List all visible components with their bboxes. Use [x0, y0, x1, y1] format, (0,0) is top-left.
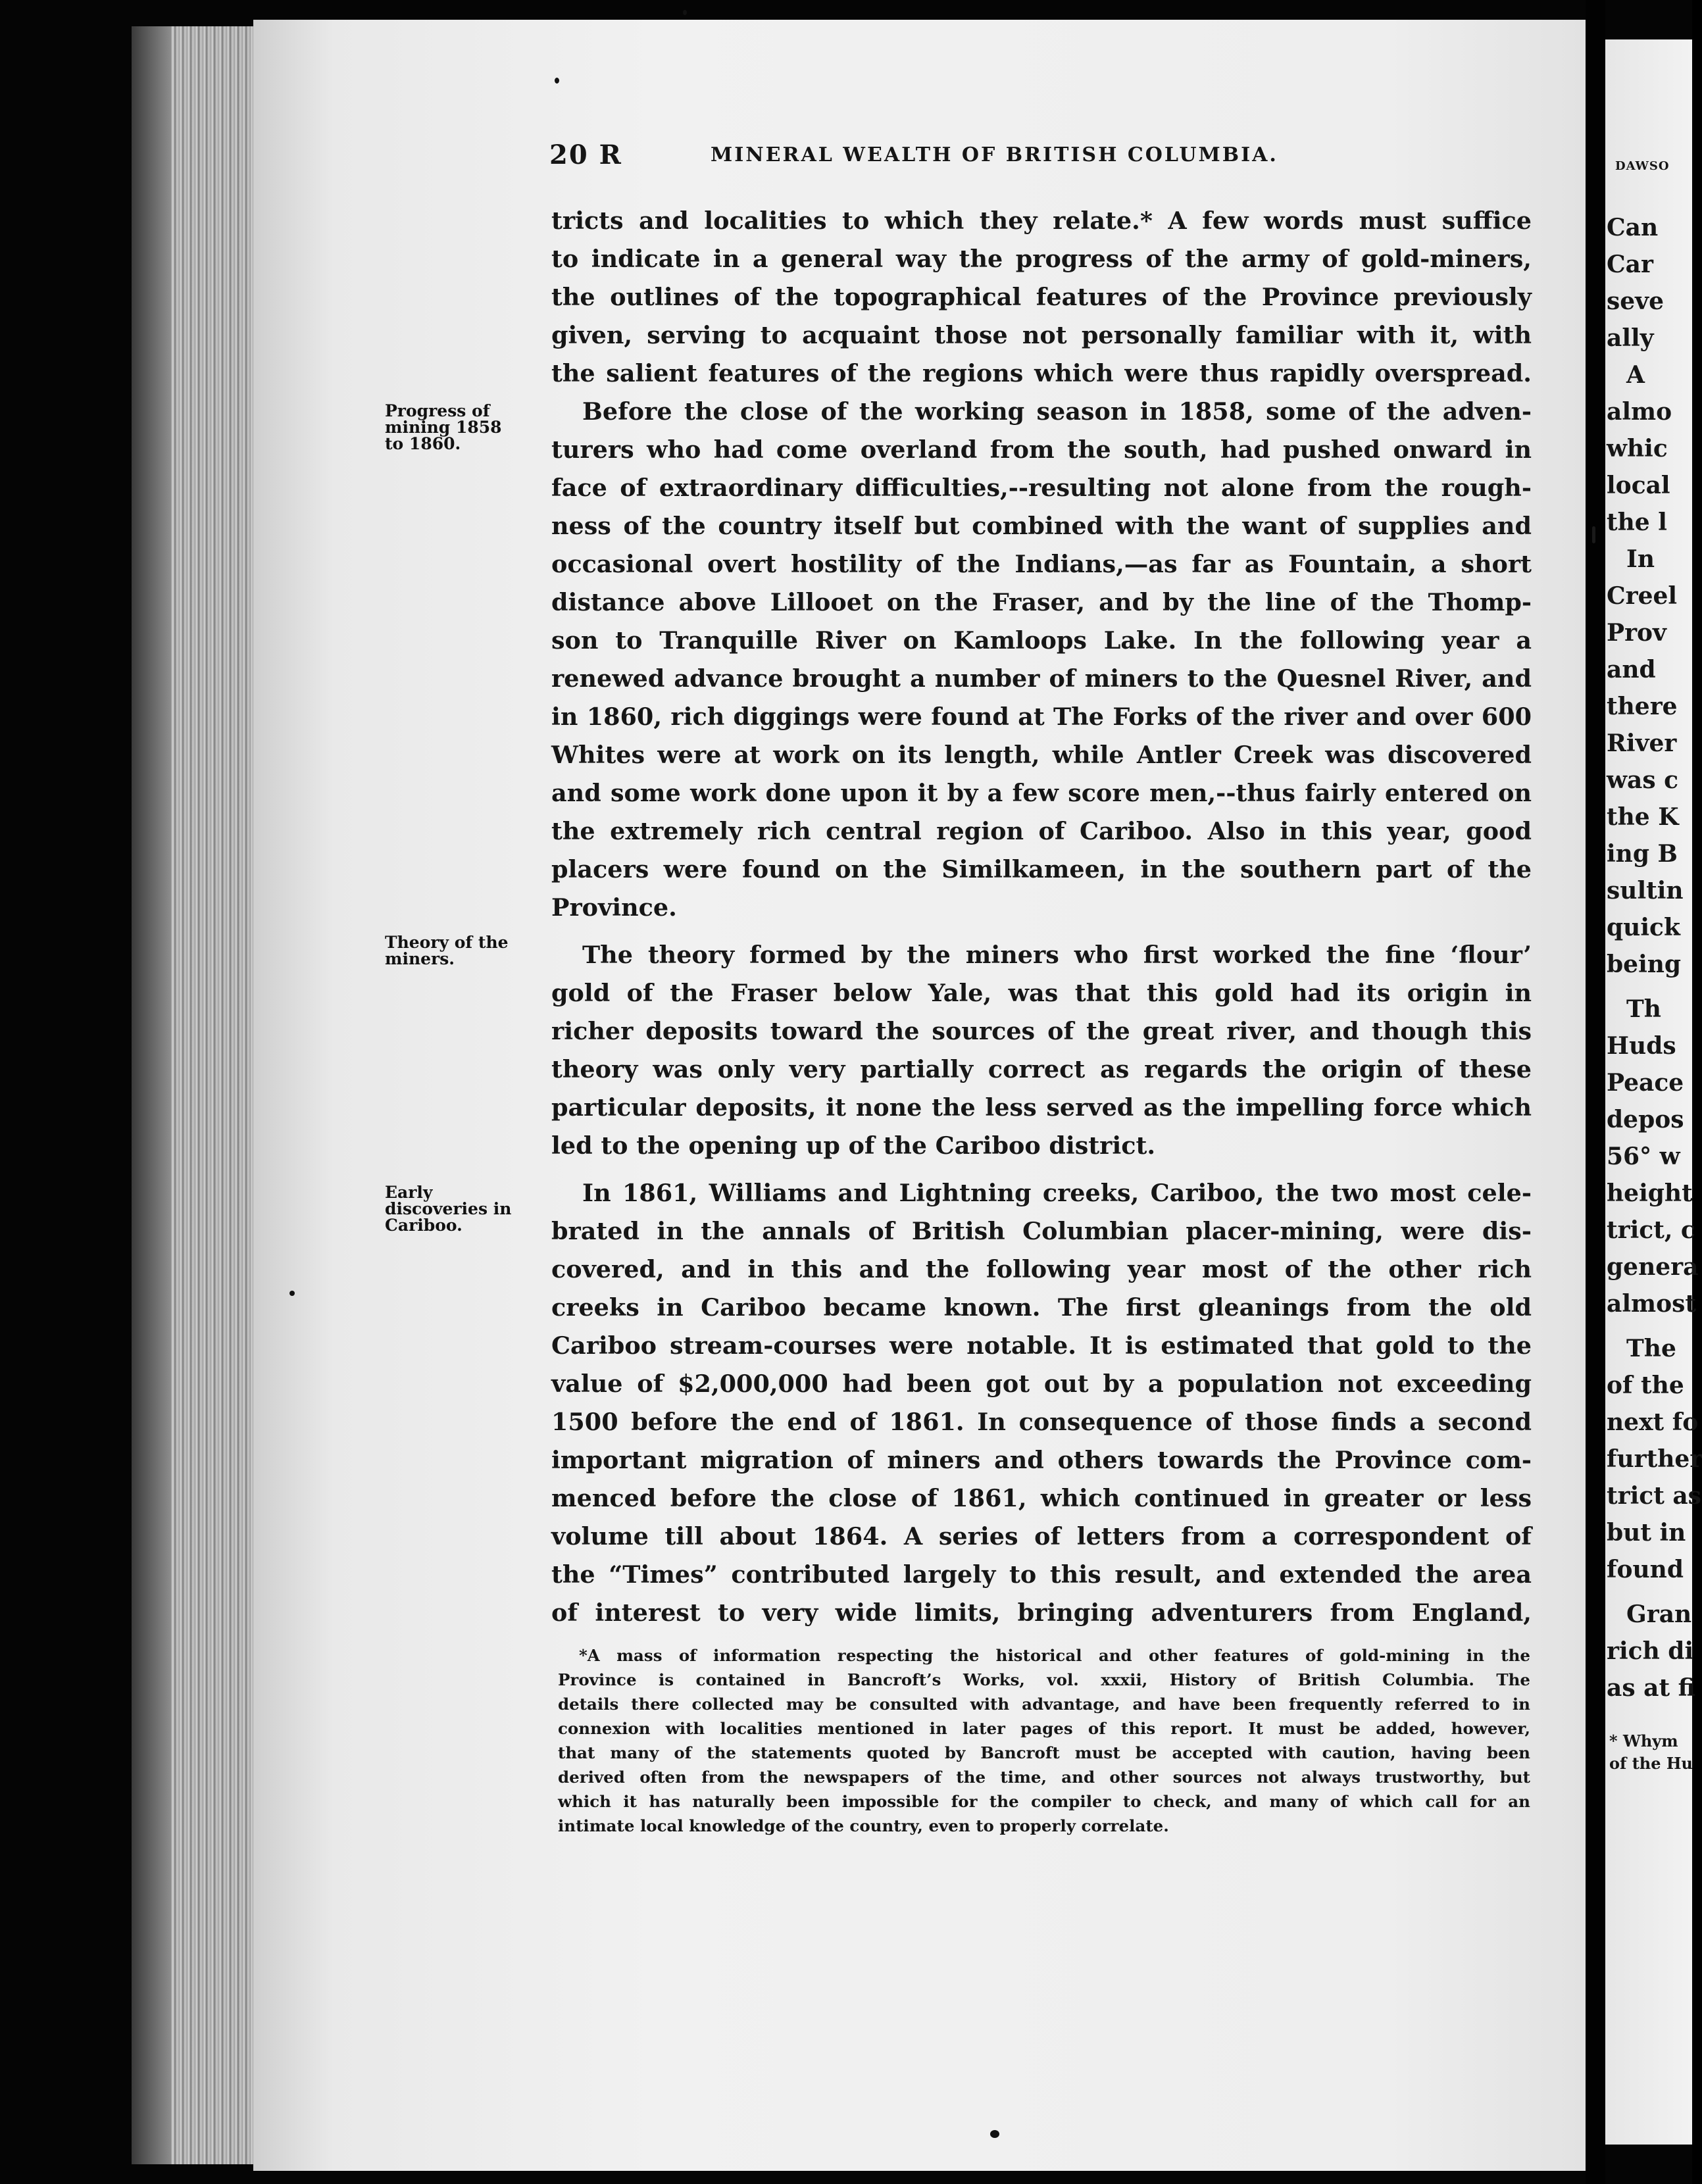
- facing-line: almost: [1607, 1290, 1697, 1318]
- body-line: face of extraordinary difficulties,--resulting not alone from the rough-: [551, 474, 1532, 502]
- facing-line: almo: [1607, 398, 1672, 426]
- scan-speck: [683, 10, 687, 15]
- body-line: Before the close of the working season in 1858, some of the adven-: [582, 397, 1532, 426]
- footnote-line: *A mass of information respecting the historical and other features of gold-mining in the: [579, 1646, 1530, 1665]
- body-line: in 1860, rich diggings were found at The Forks of the river and over 600: [551, 703, 1532, 731]
- facing-line: Prov: [1607, 619, 1666, 647]
- body-line: renewed advance brought a number of miners to the Quesnel River, and: [551, 664, 1532, 693]
- facing-line: trict as: [1607, 1482, 1701, 1510]
- facing-line: sultin: [1607, 877, 1684, 905]
- facing-line: A: [1626, 361, 1645, 389]
- facing-line: quick: [1607, 914, 1680, 941]
- facing-line: local: [1607, 472, 1670, 499]
- facing-line: height: [1607, 1179, 1693, 1207]
- body-line: occasional overt hostility of the Indians,—as far as Fountain, a short: [551, 550, 1532, 578]
- body-line: Whites were at work on its length, while Antler Creek was discovered: [551, 741, 1532, 769]
- scan-speck: [990, 2130, 999, 2138]
- scan-speck: [289, 1291, 295, 1296]
- running-title: MINERAL WEALTH OF BRITISH COLUMBIA.: [711, 143, 1278, 166]
- body-line: creeks in Cariboo became known. The first gleanings from the old: [551, 1293, 1532, 1322]
- facing-line: the l: [1607, 509, 1667, 536]
- body-line: covered, and in this and the following year most of the other rich: [551, 1255, 1532, 1283]
- footnote-line: Province is contained in Bancroft’s Works, vol. xxxii, History of British Columbia. The: [558, 1670, 1530, 1689]
- body-line: important migration of miners and others towards the Province com-: [551, 1446, 1532, 1474]
- body-line: tricts and localities to which they relate.* A few words must suffice: [551, 207, 1532, 235]
- body-line: the “Times” contributed largely to this result, and extended the area: [551, 1560, 1532, 1589]
- body-line: placers were found on the Similkameen, in the southern part of the: [551, 855, 1532, 883]
- body-line: 1500 before the end of 1861. In consequence of those finds a second: [551, 1408, 1532, 1436]
- body-line: Province.: [551, 893, 677, 922]
- facing-line: 56° w: [1607, 1143, 1680, 1170]
- book-spine-shadow: [132, 26, 171, 2164]
- body-line: theory was only very partially correct as regards the origin of these: [551, 1055, 1532, 1083]
- footnote-line: derived often from the newspapers of the time, and other sources not always trustworthy, but: [558, 1768, 1530, 1787]
- body-line: value of $2,000,000 had been got out by a population not exceeding: [551, 1370, 1532, 1398]
- facing-line: In: [1626, 545, 1655, 573]
- facing-line: and: [1607, 656, 1656, 683]
- facing-line: seve: [1607, 287, 1664, 315]
- facing-footnote-line: * Whym: [1609, 1731, 1678, 1750]
- page-number: 20 R: [549, 139, 622, 170]
- facing-line: Creel: [1607, 582, 1678, 610]
- body-line: given, serving to acquaint those not personally familiar with it, with: [551, 321, 1532, 349]
- body-line: son to Tranquille River on Kamloops Lake. In the following year a: [551, 626, 1532, 655]
- body-line: the salient features of the regions which were thus rapidly overspread.: [551, 359, 1532, 387]
- right-page-fragment: [1605, 39, 1702, 2145]
- facing-footnote-line: of the Hu: [1609, 1754, 1693, 1773]
- facing-line: was c: [1607, 766, 1679, 794]
- facing-line: trict, c: [1607, 1216, 1695, 1244]
- body-line: led to the opening up of the Cariboo district.: [551, 1131, 1156, 1160]
- body-line: turers who had come overland from the south, had pushed onward in: [551, 435, 1532, 464]
- facing-line: being: [1607, 951, 1682, 978]
- facing-line: of the: [1607, 1372, 1684, 1399]
- footnote-line: details there collected may be consulted with advantage, and have been frequently referred to in: [558, 1695, 1530, 1714]
- body-line: menced before the close of 1861, which continued in greater or less: [551, 1484, 1532, 1512]
- facing-line: further: [1607, 1445, 1702, 1473]
- margin-note-theory: Theory of the miners.: [385, 933, 509, 968]
- body-line: ness of the country itself but combined with the want of supplies and: [551, 512, 1532, 540]
- footnote-line: connexion with localities mentioned in later pages of this report. It must be added, however,: [558, 1719, 1530, 1738]
- scan-speck: [1592, 526, 1595, 543]
- body-line: and some work done upon it by a few score men,--thus fairly entered on: [551, 779, 1532, 807]
- body-line: of interest to very wide limits, bringing adventurers from England,: [551, 1599, 1532, 1627]
- margin-note-early-discoveries: Early discoveries in Cariboo.: [385, 1183, 512, 1235]
- facing-line: ing B: [1607, 840, 1678, 868]
- facing-line: depos: [1607, 1106, 1684, 1133]
- facing-line: Th: [1626, 995, 1661, 1023]
- facing-line: ally: [1607, 324, 1654, 352]
- facing-line: River: [1607, 730, 1677, 757]
- facing-line: there: [1607, 693, 1678, 720]
- facing-line: the K: [1607, 803, 1679, 831]
- running-head: [549, 139, 1520, 179]
- body-line: particular deposits, it none the less served as the impelling force which: [551, 1093, 1532, 1122]
- facing-line: but in: [1607, 1519, 1686, 1547]
- body-line: the extremely rich central region of Cariboo. Also in this year, good: [551, 817, 1532, 845]
- facing-line: The: [1626, 1335, 1676, 1362]
- body-line: distance above Lillooet on the Fraser, and by the line of the Thomp-: [551, 588, 1532, 616]
- body-line: The theory formed by the miners who first worked the fine ‘flour’: [582, 941, 1532, 969]
- facing-line: Can: [1607, 214, 1659, 241]
- facing-line: Huds: [1607, 1032, 1676, 1060]
- facing-line: as at fi: [1607, 1674, 1695, 1702]
- footnote-line: which it has naturally been impossible for the compiler to check, and many of which call for an: [558, 1792, 1530, 1811]
- page-gutter: [1586, 0, 1605, 2184]
- body-line: Cariboo stream-courses were notable. It is estimated that gold to the: [551, 1331, 1532, 1360]
- facing-line: found: [1607, 1556, 1684, 1583]
- body-line: to indicate in a general way the progress of the army of gold-miners,: [551, 245, 1532, 273]
- facing-line: Gran: [1626, 1601, 1692, 1628]
- facing-line: next fo: [1607, 1408, 1699, 1436]
- facing-line: rich di: [1607, 1637, 1694, 1665]
- facing-running-head: DAWSO: [1615, 159, 1670, 173]
- body-line: richer deposits toward the sources of the great river, and though this: [551, 1017, 1532, 1045]
- body-line: brated in the annals of British Columbian placer-mining, were dis-: [551, 1217, 1532, 1245]
- body-line: gold of the Fraser below Yale, was that this gold had its origin in: [551, 979, 1532, 1007]
- facing-line: Peace: [1607, 1069, 1684, 1097]
- body-line: volume till about 1864. A series of letters from a correspondent of: [551, 1522, 1532, 1551]
- footnote-line: that many of the statements quoted by Bancroft must be accepted with caution, having been: [558, 1743, 1530, 1762]
- body-line: In 1861, Williams and Lightning creeks, Cariboo, the two most cele-: [582, 1179, 1532, 1207]
- scan-speck: [555, 78, 559, 84]
- facing-line: Car: [1607, 251, 1653, 278]
- facing-line: genera: [1607, 1253, 1699, 1281]
- body-line: the outlines of the topographical features of the Province previously: [551, 283, 1532, 311]
- margin-note-progress: Progress of mining 1858 to 1860.: [385, 401, 502, 453]
- facing-line: whic: [1607, 435, 1668, 462]
- footnote-line: intimate local knowledge of the country, even to properly correlate.: [558, 1816, 1169, 1835]
